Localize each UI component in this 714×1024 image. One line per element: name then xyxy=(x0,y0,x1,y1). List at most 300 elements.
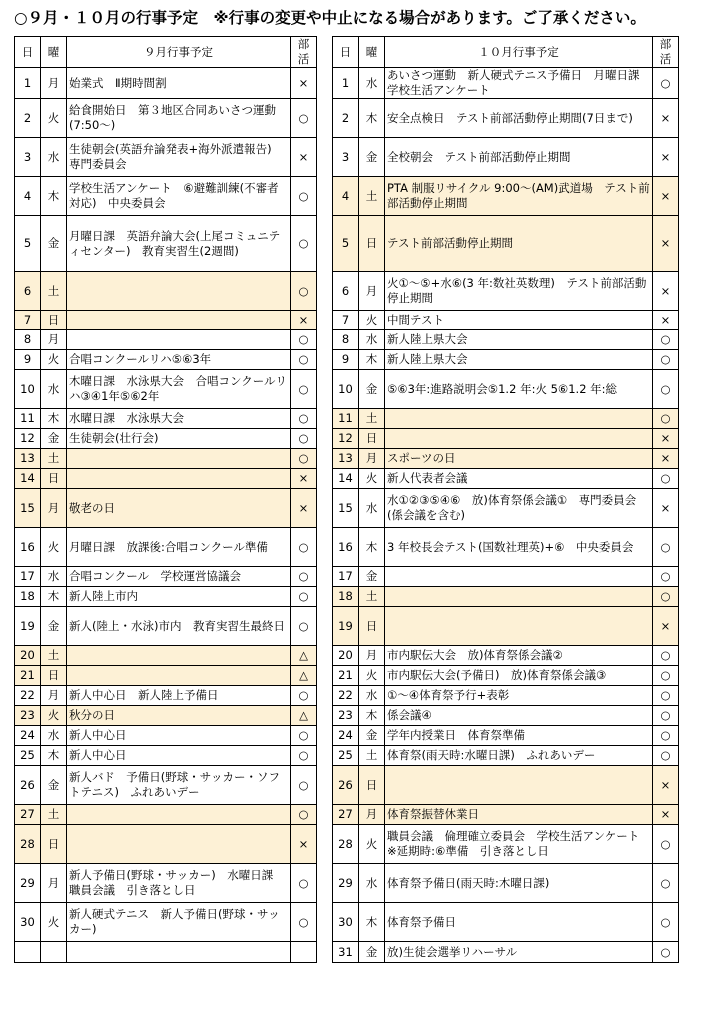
club-cell: ○ xyxy=(291,528,317,567)
table-row xyxy=(15,587,317,607)
event-cell: 新人陸上県大会 xyxy=(385,350,653,370)
table-row xyxy=(333,409,679,429)
table-row xyxy=(333,706,679,726)
day-cell: 27 xyxy=(333,805,359,825)
october-schedule-table xyxy=(332,36,679,963)
event-cell: 市内駅伝大会(予備日) 放)体育祭係会議③ xyxy=(385,666,653,686)
day-cell: 12 xyxy=(15,429,41,449)
weekday-cell: 月 xyxy=(41,686,67,706)
event-cell: あいさつ運動 新人硬式テニス予備日 月曜日課 学校生活アンケート xyxy=(385,68,653,99)
event-cell xyxy=(385,567,653,587)
weekday-cell: 木 xyxy=(359,350,385,370)
weekday-cell: 火 xyxy=(359,469,385,489)
club-cell: ○ xyxy=(291,607,317,646)
table-row xyxy=(15,766,317,805)
day-cell: 22 xyxy=(333,686,359,706)
table-row xyxy=(15,746,317,766)
event-cell xyxy=(67,825,291,864)
club-cell: ○ xyxy=(291,746,317,766)
table-row xyxy=(15,177,317,216)
event-cell: 敬老の日 xyxy=(67,489,291,528)
club-cell: × xyxy=(291,825,317,864)
event-cell xyxy=(67,666,291,686)
table-row xyxy=(333,805,679,825)
weekday-cell: 日 xyxy=(41,469,67,489)
event-cell: スポーツの日 xyxy=(385,449,653,469)
weekday-cell: 木 xyxy=(41,409,67,429)
club-cell: ○ xyxy=(653,706,679,726)
day-cell: 10 xyxy=(15,370,41,409)
table-row xyxy=(15,311,317,330)
weekday-cell: 月 xyxy=(41,330,67,350)
day-cell: 6 xyxy=(333,272,359,311)
club-cell: ○ xyxy=(653,903,679,942)
page-title: ○９月・１０月の行事予定 ※行事の変更や中止になる場合があります。ご了承ください。 xyxy=(14,9,646,27)
event-cell: 体育祭振替休業日 xyxy=(385,805,653,825)
table-row xyxy=(15,138,317,177)
event-cell xyxy=(67,449,291,469)
day-cell: 11 xyxy=(333,409,359,429)
club-cell: ○ xyxy=(653,864,679,903)
event-cell: 合唱コンクール 学校運営協議会 xyxy=(67,567,291,587)
club-cell: ○ xyxy=(653,409,679,429)
event-cell: 月曜日課 放課後:合唱コンクール準備 xyxy=(67,528,291,567)
table-row xyxy=(333,528,679,567)
day-cell: 6 xyxy=(15,272,41,311)
weekday-cell: 金 xyxy=(359,942,385,963)
day-cell: 27 xyxy=(15,805,41,825)
club-cell: × xyxy=(653,766,679,805)
day-cell: 9 xyxy=(15,350,41,370)
table-row xyxy=(15,330,317,350)
table-row xyxy=(15,825,317,864)
weekday-cell: 月 xyxy=(41,68,67,99)
day-cell: 14 xyxy=(15,469,41,489)
day-cell: 23 xyxy=(15,706,41,726)
weekday-cell: 金 xyxy=(41,216,67,272)
header-weekday: 曜 xyxy=(359,37,385,68)
weekday-cell: 金 xyxy=(359,567,385,587)
table-row xyxy=(333,726,679,746)
day-cell: 15 xyxy=(15,489,41,528)
event-cell: 新人(陸上・水泳)市内 教育実習生最終日 xyxy=(67,607,291,646)
table-row xyxy=(333,903,679,942)
day-cell: 19 xyxy=(15,607,41,646)
club-cell: ○ xyxy=(653,746,679,766)
weekday-cell: 木 xyxy=(359,99,385,138)
table-row xyxy=(333,469,679,489)
table-row xyxy=(333,449,679,469)
event-cell: 学校生活アンケート ⑥避難訓練(不審者対応) 中央委員会 xyxy=(67,177,291,216)
day-cell: 21 xyxy=(15,666,41,686)
table-row xyxy=(15,706,317,726)
table-row xyxy=(333,864,679,903)
day-cell: 13 xyxy=(333,449,359,469)
day-cell: 28 xyxy=(333,825,359,864)
table-row xyxy=(333,766,679,805)
day-cell: 1 xyxy=(333,68,359,99)
table-row xyxy=(333,646,679,666)
club-cell: ○ xyxy=(653,942,679,963)
event-cell: 新人陸上市内 xyxy=(67,587,291,607)
header-weekday: 曜 xyxy=(41,37,67,68)
table-row xyxy=(15,469,317,489)
club-cell: × xyxy=(653,449,679,469)
weekday-cell: 水 xyxy=(41,370,67,409)
club-cell: × xyxy=(291,469,317,489)
day-cell: 21 xyxy=(333,666,359,686)
day-cell: 9 xyxy=(333,350,359,370)
day-cell: 23 xyxy=(333,706,359,726)
event-cell: 職員会議 倫理確立委員会 学校生活アンケート ※延期時:⑥準備 引き落とし日 xyxy=(385,825,653,864)
day-cell: 3 xyxy=(333,138,359,177)
day-cell: 12 xyxy=(333,429,359,449)
event-cell: テスト前部活動停止期間 xyxy=(385,216,653,272)
table-row xyxy=(15,99,317,138)
event-cell xyxy=(67,469,291,489)
club-cell: × xyxy=(653,311,679,330)
weekday-cell: 月 xyxy=(359,646,385,666)
event-cell xyxy=(67,311,291,330)
weekday-cell: 火 xyxy=(41,99,67,138)
event-cell xyxy=(67,942,291,963)
weekday-cell: 水 xyxy=(359,68,385,99)
weekday-cell: 土 xyxy=(41,272,67,311)
weekday-cell: 火 xyxy=(41,903,67,942)
weekday-cell: 金 xyxy=(41,429,67,449)
day-cell: 22 xyxy=(15,686,41,706)
club-cell: ○ xyxy=(653,686,679,706)
table-row xyxy=(15,864,317,903)
day-cell: 7 xyxy=(333,311,359,330)
club-cell: ○ xyxy=(291,766,317,805)
table-row xyxy=(15,567,317,587)
event-cell: 水①②③⑤④⑥ 放)体育祭係会議① 専門委員会(係会議を含む) xyxy=(385,489,653,528)
club-cell: ○ xyxy=(291,864,317,903)
day-cell: 17 xyxy=(333,567,359,587)
table-row xyxy=(15,68,317,99)
weekday-cell: 水 xyxy=(359,330,385,350)
table-row xyxy=(333,429,679,449)
weekday-cell: 木 xyxy=(359,706,385,726)
day-cell: 3 xyxy=(15,138,41,177)
day-cell: 31 xyxy=(333,942,359,963)
club-cell: ○ xyxy=(653,646,679,666)
event-cell: 係会議④ xyxy=(385,706,653,726)
event-cell: 新人予備日(野球・サッカー) 水曜日課 職員会議 引き落とし日 xyxy=(67,864,291,903)
weekday-cell: 土 xyxy=(41,646,67,666)
table-row xyxy=(15,726,317,746)
event-cell xyxy=(385,587,653,607)
weekday-cell: 日 xyxy=(359,429,385,449)
event-cell: 放)生徒会選挙リハーサル xyxy=(385,942,653,963)
club-cell: ○ xyxy=(291,216,317,272)
club-cell: ○ xyxy=(291,567,317,587)
day-cell: 7 xyxy=(15,311,41,330)
club-cell: ○ xyxy=(653,666,679,686)
event-cell xyxy=(67,272,291,311)
event-cell: 火①～⑤+水⑥(3 年:数社英数理) テスト前部活動停止期間 xyxy=(385,272,653,311)
event-cell xyxy=(385,429,653,449)
table-row xyxy=(15,666,317,686)
weekday-cell: 土 xyxy=(41,805,67,825)
october-rows xyxy=(333,68,679,963)
event-cell xyxy=(385,766,653,805)
weekday-cell: 日 xyxy=(41,666,67,686)
club-cell: ○ xyxy=(291,587,317,607)
table-row xyxy=(333,567,679,587)
table-row xyxy=(333,607,679,646)
weekday-cell: 日 xyxy=(359,607,385,646)
event-cell: 生徒朝会(英語弁論発表+海外派遣報告) 専門委員会 xyxy=(67,138,291,177)
header-day: 日 xyxy=(333,37,359,68)
club-cell: ○ xyxy=(653,350,679,370)
club-cell: × xyxy=(291,68,317,99)
day-cell: 18 xyxy=(15,587,41,607)
weekday-cell: 月 xyxy=(41,489,67,528)
weekday-cell: 水 xyxy=(41,726,67,746)
event-cell: PTA 制服リサイクル 9:00～(AM)武道場 テスト前部活動停止期間 xyxy=(385,177,653,216)
weekday-cell: 木 xyxy=(359,903,385,942)
table-row xyxy=(15,903,317,942)
weekday-cell: 水 xyxy=(359,489,385,528)
event-cell: 生徒朝会(壮行会) xyxy=(67,429,291,449)
club-cell: × xyxy=(653,99,679,138)
club-cell: ○ xyxy=(291,686,317,706)
event-cell: 市内駅伝大会 放)体育祭係会議② xyxy=(385,646,653,666)
table-row xyxy=(333,350,679,370)
club-cell: × xyxy=(653,805,679,825)
day-cell: 30 xyxy=(333,903,359,942)
day-cell: 29 xyxy=(333,864,359,903)
table-row xyxy=(15,489,317,528)
club-cell: × xyxy=(653,216,679,272)
table-header-row xyxy=(15,37,317,68)
table-row xyxy=(333,68,679,99)
event-cell: 体育祭予備日(雨天時:木曜日課) xyxy=(385,864,653,903)
club-cell: × xyxy=(653,177,679,216)
day-cell: 30 xyxy=(15,903,41,942)
weekday-cell: 水 xyxy=(359,864,385,903)
event-cell: 月曜日課 英語弁論大会(上尾コミュニティセンター) 教育実習生(2週間) xyxy=(67,216,291,272)
weekday-cell: 土 xyxy=(359,746,385,766)
event-cell: 3 年校長会テスト(国数社理英)+⑥ 中央委員会 xyxy=(385,528,653,567)
day-cell xyxy=(15,942,41,963)
weekday-cell: 土 xyxy=(41,449,67,469)
day-cell: 2 xyxy=(15,99,41,138)
club-cell: ○ xyxy=(653,469,679,489)
header-events: ９月行事予定 xyxy=(67,37,291,68)
weekday-cell: 土 xyxy=(359,409,385,429)
day-cell: 18 xyxy=(333,587,359,607)
club-cell: ○ xyxy=(291,429,317,449)
day-cell: 4 xyxy=(15,177,41,216)
weekday-cell: 月 xyxy=(359,272,385,311)
table-row xyxy=(15,370,317,409)
weekday-cell: 金 xyxy=(359,138,385,177)
day-cell: 14 xyxy=(333,469,359,489)
table-row xyxy=(333,746,679,766)
event-cell: 新人中心日 新人陸上予備日 xyxy=(67,686,291,706)
club-cell: ○ xyxy=(653,825,679,864)
weekday-cell: 火 xyxy=(359,825,385,864)
weekday-cell: 水 xyxy=(359,686,385,706)
weekday-cell: 木 xyxy=(41,587,67,607)
weekday-cell: 金 xyxy=(359,370,385,409)
table-row xyxy=(15,646,317,666)
club-cell: ○ xyxy=(653,68,679,99)
event-cell: 全校朝会 テスト前部活動停止期間 xyxy=(385,138,653,177)
day-cell: 15 xyxy=(333,489,359,528)
club-cell: ○ xyxy=(653,370,679,409)
table-row xyxy=(15,942,317,963)
table-row xyxy=(15,429,317,449)
day-cell: 10 xyxy=(333,370,359,409)
event-cell: 給食開始日 第３地区合同あいさつ運動(7:50～) xyxy=(67,99,291,138)
day-cell: 2 xyxy=(333,99,359,138)
club-cell: ○ xyxy=(291,805,317,825)
day-cell: 24 xyxy=(333,726,359,746)
weekday-cell: 水 xyxy=(41,567,67,587)
event-cell: 新人代表者会議 xyxy=(385,469,653,489)
club-cell: × xyxy=(653,489,679,528)
table-row xyxy=(333,311,679,330)
day-cell: 25 xyxy=(15,746,41,766)
weekday-cell: 日 xyxy=(41,825,67,864)
event-cell: 合唱コンクールリハ⑤⑥3年 xyxy=(67,350,291,370)
event-cell xyxy=(67,646,291,666)
club-cell: ○ xyxy=(653,528,679,567)
event-cell xyxy=(385,409,653,429)
event-cell: 水曜日課 水泳県大会 xyxy=(67,409,291,429)
club-cell: × xyxy=(653,607,679,646)
event-cell xyxy=(385,607,653,646)
day-cell: 13 xyxy=(15,449,41,469)
weekday-cell: 日 xyxy=(359,766,385,805)
table-row xyxy=(15,409,317,429)
event-cell xyxy=(67,805,291,825)
table-row xyxy=(333,370,679,409)
event-cell xyxy=(67,330,291,350)
event-cell: 新人バド 予備日(野球・サッカー・ソフトテニス) ふれあいデー xyxy=(67,766,291,805)
event-cell: 安全点検日 テスト前部活動停止期間(7日まで) xyxy=(385,99,653,138)
header-club: 部活 xyxy=(653,37,679,68)
day-cell: 29 xyxy=(15,864,41,903)
day-cell: 26 xyxy=(15,766,41,805)
day-cell: 1 xyxy=(15,68,41,99)
table-row xyxy=(333,216,679,272)
weekday-cell: 木 xyxy=(41,177,67,216)
weekday-cell: 木 xyxy=(41,746,67,766)
club-cell: × xyxy=(291,489,317,528)
weekday-cell xyxy=(41,942,67,963)
weekday-cell: 木 xyxy=(359,528,385,567)
club-cell: ○ xyxy=(291,409,317,429)
weekday-cell: 土 xyxy=(359,587,385,607)
weekday-cell: 日 xyxy=(41,311,67,330)
club-cell: ○ xyxy=(291,350,317,370)
club-cell: ○ xyxy=(291,370,317,409)
weekday-cell: 水 xyxy=(41,138,67,177)
club-cell: △ xyxy=(291,646,317,666)
event-cell: 新人中心日 xyxy=(67,726,291,746)
club-cell: ○ xyxy=(291,99,317,138)
club-cell: × xyxy=(653,429,679,449)
club-cell: ○ xyxy=(291,903,317,942)
table-row xyxy=(333,99,679,138)
day-cell: 5 xyxy=(333,216,359,272)
table-row xyxy=(333,666,679,686)
header-events: １０月行事予定 xyxy=(385,37,653,68)
header-day: 日 xyxy=(15,37,41,68)
weekday-cell: 月 xyxy=(41,864,67,903)
event-cell: 体育祭予備日 xyxy=(385,903,653,942)
table-row xyxy=(15,607,317,646)
club-cell: ○ xyxy=(291,726,317,746)
event-cell: 始業式 Ⅱ期時間割 xyxy=(67,68,291,99)
day-cell: 8 xyxy=(15,330,41,350)
event-cell: 新人中心日 xyxy=(67,746,291,766)
september-rows xyxy=(15,68,317,963)
table-row xyxy=(15,449,317,469)
table-row xyxy=(333,686,679,706)
club-cell: △ xyxy=(291,666,317,686)
table-row xyxy=(333,138,679,177)
event-cell: ①～④体育祭予行+表彰 xyxy=(385,686,653,706)
day-cell: 4 xyxy=(333,177,359,216)
club-cell: × xyxy=(653,138,679,177)
weekday-cell: 火 xyxy=(41,706,67,726)
weekday-cell: 火 xyxy=(359,311,385,330)
event-cell: 新人硬式テニス 新人予備日(野球・サッカー) xyxy=(67,903,291,942)
weekday-cell: 金 xyxy=(41,766,67,805)
club-cell: ○ xyxy=(291,449,317,469)
table-row xyxy=(333,587,679,607)
day-cell: 24 xyxy=(15,726,41,746)
day-cell: 20 xyxy=(333,646,359,666)
table-row xyxy=(333,489,679,528)
table-row xyxy=(15,686,317,706)
table-row xyxy=(15,272,317,311)
table-row xyxy=(333,330,679,350)
day-cell: 16 xyxy=(333,528,359,567)
table-row xyxy=(15,350,317,370)
club-cell: ○ xyxy=(291,330,317,350)
day-cell: 19 xyxy=(333,607,359,646)
event-cell: 木曜日課 水泳県大会 合唱コンクールリハ③④1年⑤⑥2年 xyxy=(67,370,291,409)
club-cell: ○ xyxy=(653,726,679,746)
weekday-cell: 土 xyxy=(359,177,385,216)
event-cell: 体育祭(雨天時:水曜日課) ふれあいデー xyxy=(385,746,653,766)
club-cell: ○ xyxy=(653,587,679,607)
table-header-row xyxy=(333,37,679,68)
table-row xyxy=(333,177,679,216)
day-cell: 20 xyxy=(15,646,41,666)
day-cell: 8 xyxy=(333,330,359,350)
weekday-cell: 日 xyxy=(359,216,385,272)
table-row xyxy=(333,942,679,963)
day-cell: 25 xyxy=(333,746,359,766)
table-row xyxy=(15,805,317,825)
club-cell: × xyxy=(291,311,317,330)
weekday-cell: 火 xyxy=(41,350,67,370)
club-cell: △ xyxy=(291,706,317,726)
club-cell: × xyxy=(291,138,317,177)
table-row xyxy=(333,825,679,864)
september-schedule-table xyxy=(14,36,317,963)
weekday-cell: 火 xyxy=(359,666,385,686)
table-row xyxy=(333,272,679,311)
